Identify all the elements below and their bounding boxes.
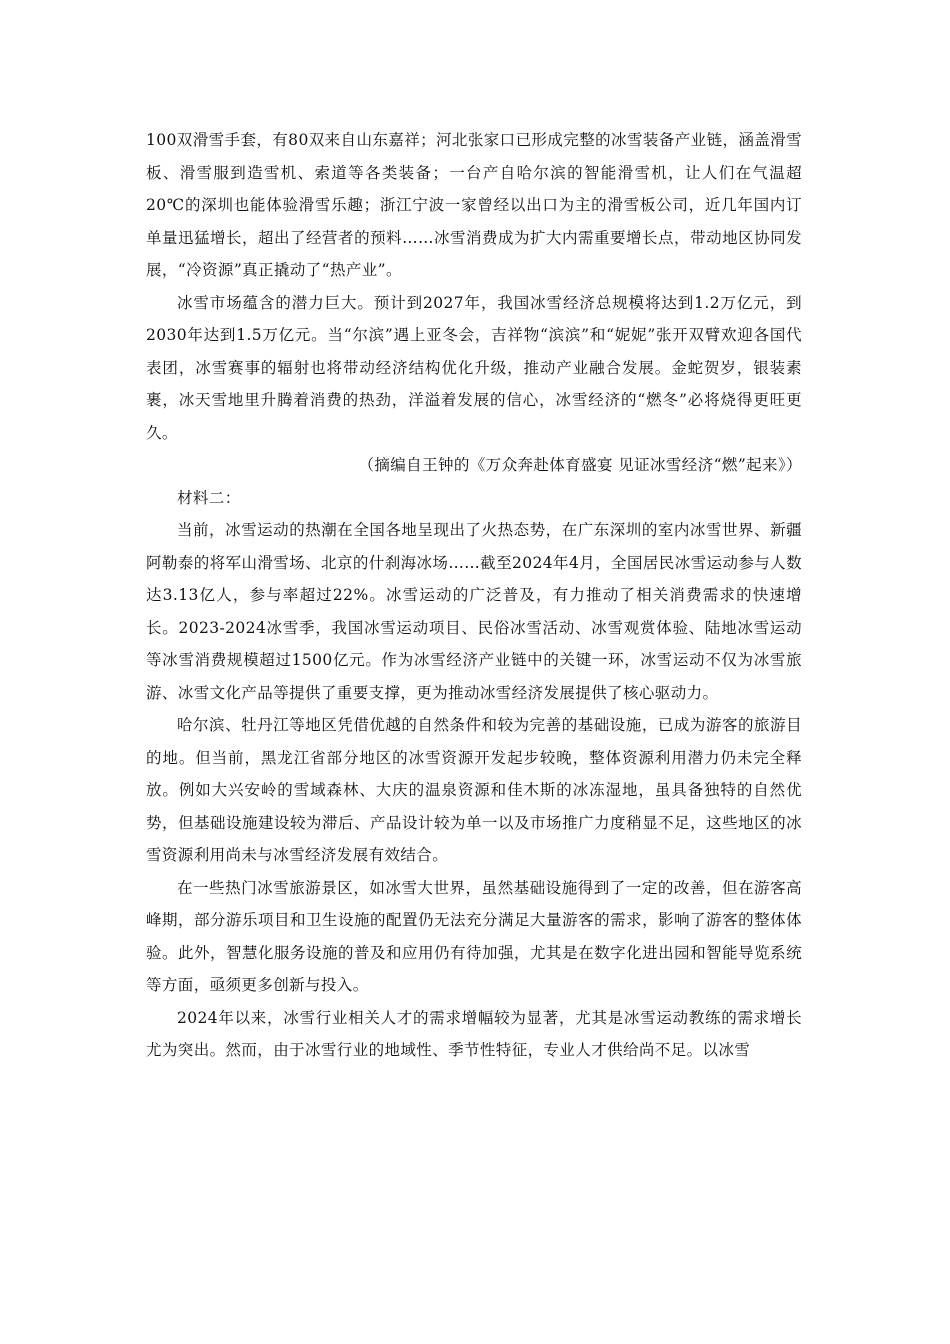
material-one-continued-paragraph: 100双滑雪手套，有80双来自山东嘉祥；河北张家口已形成完整的冰雪装备产业链，涵盖滑雪板、滑雪服到造雪机、索道等各类装备；一台产自哈尔滨的智能滑雪机，让人们在气温超20℃的深圳也能体验滑雪乐趣；浙江宁波一家曾经以出口为主的滑雪板公司，近几年国内订单量迅猛增长，超出了经营者的预料……冰雪消费成为扩大内需重要增长点，带动地区协同发展，“冷资源”真正撬动了“热产业”。: [146, 131, 802, 279]
material-two-heading: 材料二：: [177, 488, 241, 507]
material-two-paragraph-2: 哈尔滨、牡丹江等地区凭借优越的自然条件和较为完善的基础设施，已成为游客的旅游目的地。但当前，黑龙江省部分地区的冰雪资源开发起步较晚，整体资源利用潜力仍未完全释放。例如大兴安岭的雪域森林、大庆的温泉资源和佳木斯的冰冻湿地，虽具备独特的自然优势，但基础设施建设较为滞后、产品设计较为单一以及市场推广力度稍显不足，这些地区的冰雪资源利用尚未与冰雪经济发展有效结合。: [146, 716, 802, 864]
material-one-market-paragraph: 冰雪市场蕴含的潜力巨大。预计到2027年，我国冰雪经济总规模将达到1.2万亿元，到2030年达到1.5万亿元。当“尔滨”遇上亚冬会，吉祥物“滨滨”和“妮妮”张开双臂欢迎各国代表团，冰雪赛事的辐射也将带动经济结构优化升级，推动产业融合发展。金蛇贺岁，银装素裹，冰天雪地里升腾着消费的热劲，洋溢着发展的信心，冰雪经济的“燃冬”必将烧得更旺更久。: [146, 293, 802, 442]
document-page: [146, 124, 802, 1067]
material-two-paragraph-1: 当前，冰雪运动的热潮在全国各地呈现出了火热态势，在广东深圳的室内冰雪世界、新疆阿勒泰的将军山滑雪场、北京的什刹海冰场……截至2024年4月，全国居民冰雪运动参与人数达3.13亿人，参与率超过22%。冰雪运动的广泛普及，有力推动了相关消费需求的快速增长。2023-2024冰雪季，我国冰雪运动项目、民俗冰雪活动、冰雪观赏体验、陆地冰雪运动等冰雪消费规模超过1500亿元。作为冰雪经济产业链中的关键一环，冰雪运动不仅为冰雪旅游、冰雪文化产品等提供了重要支撑，更为推动冰雪经济发展提供了核心驱动力。: [146, 521, 802, 702]
material-two-paragraph-4: 2024年以来，冰雪行业相关人才的需求增幅较为显著，尤其是冰雪运动教练的需求增长尤为突出。然而，由于冰雪行业的地域性、季节性特征，专业人才供给尚不足。以冰雪: [146, 1008, 802, 1059]
material-two-paragraph-3: 在一些热门冰雪旅游景区，如冰雪大世界，虽然基础设施得到了一定的改善，但在游客高峰期，部分游乐项目和卫生设施的配置仍无法充分满足大量游客的需求，影响了游客的整体体验。此外，智慧化服务设施的普及和应用仍有待加强，尤其是在数字化进出园和智能导览系统等方面，亟须更多创新与投入。: [146, 878, 802, 994]
material-one-source-citation: （摘编自王钟的《万众奔赴体育盛宴 见证冰雪经济“燃”起来》）: [358, 456, 802, 474]
